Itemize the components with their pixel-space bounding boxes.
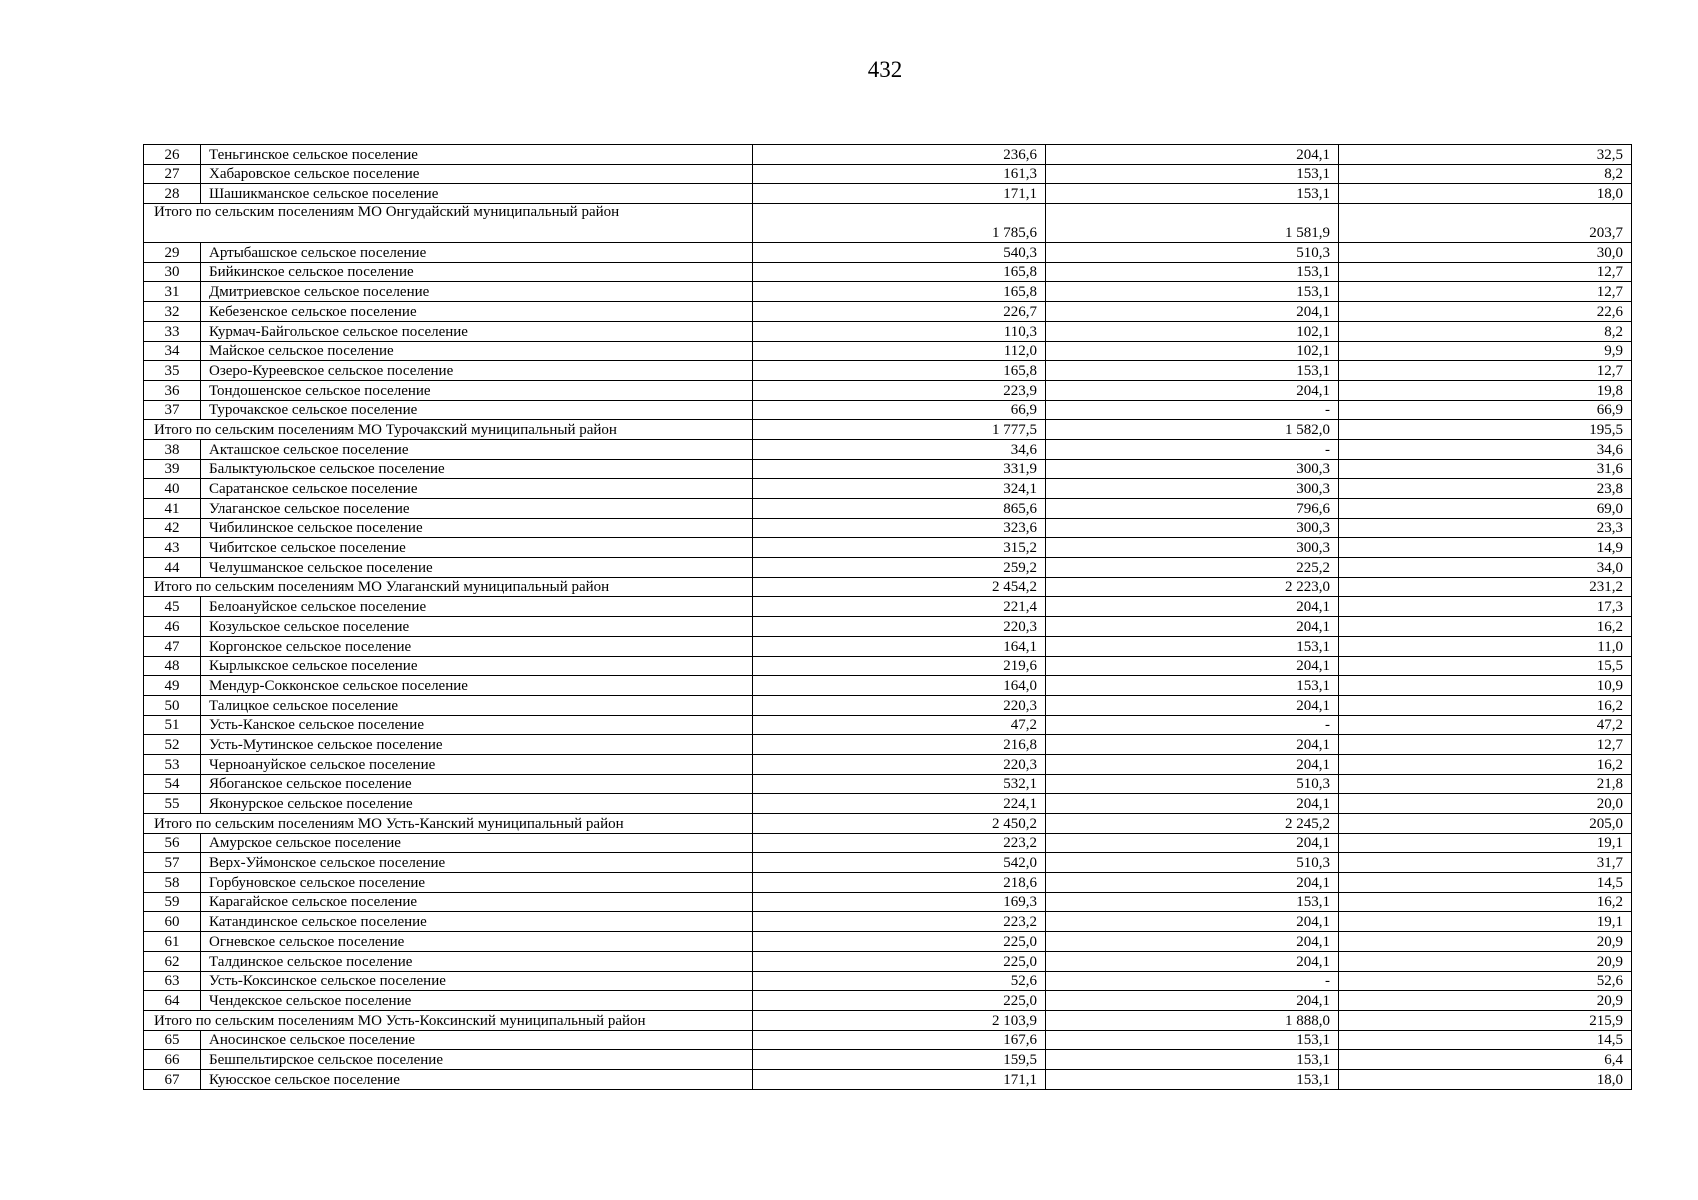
value-col-3: 231,2 <box>1339 577 1632 597</box>
settlement-name: Кырлыкское сельское поселение <box>201 656 753 676</box>
value-col-1: 66,9 <box>753 400 1046 420</box>
row-number: 29 <box>144 243 201 263</box>
total-row <box>144 577 1632 597</box>
value-col-2: 1 581,9 <box>1046 204 1339 243</box>
row-number: 56 <box>144 833 201 853</box>
value-col-2: 153,1 <box>1046 262 1339 282</box>
value-col-3: 14,9 <box>1339 538 1632 558</box>
value-col-2: 2 223,0 <box>1046 577 1339 597</box>
table-row <box>144 656 1632 676</box>
row-number: 66 <box>144 1050 201 1070</box>
value-col-2: 300,3 <box>1046 459 1339 479</box>
value-col-3: 47,2 <box>1339 715 1632 735</box>
value-col-1: 225,0 <box>753 932 1046 952</box>
value-col-2: 204,1 <box>1046 145 1339 165</box>
value-col-2: 204,1 <box>1046 754 1339 774</box>
value-col-3: 15,5 <box>1339 656 1632 676</box>
value-col-2: 1 582,0 <box>1046 420 1339 440</box>
value-col-2: 204,1 <box>1046 833 1339 853</box>
table-row <box>144 794 1632 814</box>
total-label: Итого по сельским поселениям МО Турочакский муниципальный район <box>144 420 753 440</box>
value-col-2: 153,1 <box>1046 164 1339 184</box>
settlement-name: Дмитриевское сельское поселение <box>201 282 753 302</box>
value-col-2: 300,3 <box>1046 518 1339 538</box>
table-row <box>144 1069 1632 1089</box>
row-number: 31 <box>144 282 201 302</box>
value-col-3: 66,9 <box>1339 400 1632 420</box>
value-col-3: 17,3 <box>1339 597 1632 617</box>
value-col-3: 20,9 <box>1339 932 1632 952</box>
value-col-3: 18,0 <box>1339 1069 1632 1089</box>
value-col-1: 865,6 <box>753 499 1046 519</box>
value-col-3: 69,0 <box>1339 499 1632 519</box>
row-number: 53 <box>144 754 201 774</box>
row-number: 64 <box>144 991 201 1011</box>
value-col-2: 204,1 <box>1046 951 1339 971</box>
table-row <box>144 932 1632 952</box>
table-row <box>144 361 1632 381</box>
settlement-name: Балыктуюльское сельское поселение <box>201 459 753 479</box>
table-row <box>144 518 1632 538</box>
settlement-name: Куюсское сельское поселение <box>201 1069 753 1089</box>
settlement-name: Мендур-Сокконское сельское поселение <box>201 676 753 696</box>
value-col-1: 315,2 <box>753 538 1046 558</box>
table-row <box>144 715 1632 735</box>
value-col-1: 259,2 <box>753 558 1046 578</box>
value-col-2: - <box>1046 400 1339 420</box>
row-number: 62 <box>144 951 201 971</box>
value-col-3: 20,9 <box>1339 991 1632 1011</box>
row-number: 46 <box>144 617 201 637</box>
value-col-3: 31,7 <box>1339 853 1632 873</box>
row-number: 58 <box>144 873 201 893</box>
row-number: 26 <box>144 145 201 165</box>
value-col-3: 14,5 <box>1339 873 1632 893</box>
row-number: 45 <box>144 597 201 617</box>
value-col-3: 16,2 <box>1339 695 1632 715</box>
settlement-name: Хабаровское сельское поселение <box>201 164 753 184</box>
value-col-2: 300,3 <box>1046 538 1339 558</box>
value-col-2: 1 888,0 <box>1046 1010 1339 1030</box>
settlement-name: Коргонское сельское поселение <box>201 636 753 656</box>
settlement-name: Козульское сельское поселение <box>201 617 753 637</box>
row-number: 30 <box>144 262 201 282</box>
row-number: 55 <box>144 794 201 814</box>
value-col-2: 204,1 <box>1046 873 1339 893</box>
value-col-3: 12,7 <box>1339 262 1632 282</box>
table-row <box>144 262 1632 282</box>
value-col-1: 159,5 <box>753 1050 1046 1070</box>
row-number: 39 <box>144 459 201 479</box>
row-number: 41 <box>144 499 201 519</box>
value-col-3: 21,8 <box>1339 774 1632 794</box>
value-col-1: 542,0 <box>753 853 1046 873</box>
table-row <box>144 892 1632 912</box>
value-col-2: 153,1 <box>1046 1050 1339 1070</box>
value-col-2: 204,1 <box>1046 794 1339 814</box>
value-col-3: 20,0 <box>1339 794 1632 814</box>
value-col-1: 223,2 <box>753 833 1046 853</box>
value-col-1: 1 785,6 <box>753 204 1046 243</box>
value-col-2: - <box>1046 439 1339 459</box>
value-col-2: 153,1 <box>1046 282 1339 302</box>
value-col-2: 153,1 <box>1046 361 1339 381</box>
value-col-2: 153,1 <box>1046 1030 1339 1050</box>
value-col-1: 1 777,5 <box>753 420 1046 440</box>
value-col-2: 204,1 <box>1046 991 1339 1011</box>
settlement-name: Озеро-Куреевское сельское поселение <box>201 361 753 381</box>
value-col-2: 204,1 <box>1046 912 1339 932</box>
total-row <box>144 1010 1632 1030</box>
value-col-1: 225,0 <box>753 951 1046 971</box>
settlement-name: Амурское сельское поселение <box>201 833 753 853</box>
row-number: 38 <box>144 439 201 459</box>
row-number: 63 <box>144 971 201 991</box>
value-col-1: 331,9 <box>753 459 1046 479</box>
table-row <box>144 439 1632 459</box>
row-number: 37 <box>144 400 201 420</box>
value-col-1: 220,3 <box>753 617 1046 637</box>
settlement-name: Верх-Уймонское сельское поселение <box>201 853 753 873</box>
settlement-name: Черноануйское сельское поселение <box>201 754 753 774</box>
row-number: 57 <box>144 853 201 873</box>
value-col-3: 19,1 <box>1339 833 1632 853</box>
value-col-3: 12,7 <box>1339 361 1632 381</box>
value-col-1: 223,2 <box>753 912 1046 932</box>
settlement-name: Катандинское сельское поселение <box>201 912 753 932</box>
value-col-1: 218,6 <box>753 873 1046 893</box>
value-col-2: 2 245,2 <box>1046 814 1339 834</box>
value-col-3: 8,2 <box>1339 164 1632 184</box>
total-label: Итого по сельским поселениям МО Онгудайский муниципальный район <box>144 204 753 243</box>
settlement-name: Чибитское сельское поселение <box>201 538 753 558</box>
value-col-1: 220,3 <box>753 695 1046 715</box>
value-col-1: 324,1 <box>753 479 1046 499</box>
value-col-3: 12,7 <box>1339 282 1632 302</box>
value-col-1: 236,6 <box>753 145 1046 165</box>
value-col-1: 226,7 <box>753 302 1046 322</box>
settlement-name: Чендекское сельское поселение <box>201 991 753 1011</box>
value-col-1: 2 454,2 <box>753 577 1046 597</box>
value-col-1: 110,3 <box>753 321 1046 341</box>
settlement-name: Талицкое сельское поселение <box>201 695 753 715</box>
value-col-1: 221,4 <box>753 597 1046 617</box>
value-col-1: 2 450,2 <box>753 814 1046 834</box>
row-number: 43 <box>144 538 201 558</box>
value-col-3: 14,5 <box>1339 1030 1632 1050</box>
value-col-3: 16,2 <box>1339 617 1632 637</box>
value-col-1: 171,1 <box>753 184 1046 204</box>
row-number: 47 <box>144 636 201 656</box>
row-number: 44 <box>144 558 201 578</box>
table-row <box>144 558 1632 578</box>
table-row <box>144 243 1632 263</box>
value-col-1: 323,6 <box>753 518 1046 538</box>
row-number: 40 <box>144 479 201 499</box>
value-col-2: 796,6 <box>1046 499 1339 519</box>
row-number: 35 <box>144 361 201 381</box>
page-number: 432 <box>867 57 903 82</box>
total-label: Итого по сельским поселениям МО Улаганский муниципальный район <box>144 577 753 597</box>
row-number: 36 <box>144 380 201 400</box>
value-col-3: 20,9 <box>1339 951 1632 971</box>
value-col-3: 12,7 <box>1339 735 1632 755</box>
value-col-2: 153,1 <box>1046 1069 1339 1089</box>
value-col-2: 510,3 <box>1046 774 1339 794</box>
settlements-table <box>143 144 1632 1090</box>
value-col-2: 204,1 <box>1046 597 1339 617</box>
settlement-name: Ябоганское сельское поселение <box>201 774 753 794</box>
settlement-name: Теньгинское сельское поселение <box>201 145 753 165</box>
value-col-3: 195,5 <box>1339 420 1632 440</box>
value-col-1: 165,8 <box>753 361 1046 381</box>
settlement-name: Карагайское сельское поселение <box>201 892 753 912</box>
total-row <box>144 814 1632 834</box>
value-col-2: 204,1 <box>1046 617 1339 637</box>
table-row <box>144 302 1632 322</box>
settlement-name: Яконурское сельское поселение <box>201 794 753 814</box>
value-col-1: 225,0 <box>753 991 1046 1011</box>
value-col-1: 219,6 <box>753 656 1046 676</box>
settlement-name: Кебезенское сельское поселение <box>201 302 753 322</box>
value-col-3: 19,1 <box>1339 912 1632 932</box>
value-col-2: 153,1 <box>1046 892 1339 912</box>
row-number: 42 <box>144 518 201 538</box>
table-row <box>144 991 1632 1011</box>
value-col-3: 31,6 <box>1339 459 1632 479</box>
table-row <box>144 380 1632 400</box>
table-row <box>144 754 1632 774</box>
value-col-1: 216,8 <box>753 735 1046 755</box>
row-number: 59 <box>144 892 201 912</box>
value-col-2: 204,1 <box>1046 380 1339 400</box>
row-number: 67 <box>144 1069 201 1089</box>
value-col-1: 112,0 <box>753 341 1046 361</box>
value-col-1: 165,8 <box>753 282 1046 302</box>
value-col-2: - <box>1046 715 1339 735</box>
row-number: 54 <box>144 774 201 794</box>
value-col-3: 18,0 <box>1339 184 1632 204</box>
settlement-name: Усть-Мутинское сельское поселение <box>201 735 753 755</box>
value-col-3: 10,9 <box>1339 676 1632 696</box>
value-col-2: 300,3 <box>1046 479 1339 499</box>
value-col-3: 34,0 <box>1339 558 1632 578</box>
table-row <box>144 282 1632 302</box>
value-col-2: 153,1 <box>1046 676 1339 696</box>
value-col-2: 204,1 <box>1046 932 1339 952</box>
value-col-3: 9,9 <box>1339 341 1632 361</box>
table-row <box>144 971 1632 991</box>
row-number: 52 <box>144 735 201 755</box>
value-col-1: 223,9 <box>753 380 1046 400</box>
value-col-3: 16,2 <box>1339 754 1632 774</box>
table-row <box>144 853 1632 873</box>
value-col-1: 165,8 <box>753 262 1046 282</box>
row-number: 28 <box>144 184 201 204</box>
settlement-name: Шашикманское сельское поселение <box>201 184 753 204</box>
total-label: Итого по сельским поселениям МО Усть-Канский муниципальный район <box>144 814 753 834</box>
value-col-2: 510,3 <box>1046 853 1339 873</box>
value-col-3: 19,8 <box>1339 380 1632 400</box>
settlement-name: Горбуновское сельское поселение <box>201 873 753 893</box>
value-col-1: 164,0 <box>753 676 1046 696</box>
value-col-3: 11,0 <box>1339 636 1632 656</box>
table-row <box>144 341 1632 361</box>
settlement-name: Аносинское сельское поселение <box>201 1030 753 1050</box>
settlement-name: Майское сельское поселение <box>201 341 753 361</box>
settlement-name: Усть-Канское сельское поселение <box>201 715 753 735</box>
value-col-3: 215,9 <box>1339 1010 1632 1030</box>
value-col-1: 220,3 <box>753 754 1046 774</box>
table-row <box>144 1050 1632 1070</box>
value-col-3: 22,6 <box>1339 302 1632 322</box>
row-number: 48 <box>144 656 201 676</box>
row-number: 27 <box>144 164 201 184</box>
settlement-name: Чибилинское сельское поселение <box>201 518 753 538</box>
value-col-2: 102,1 <box>1046 341 1339 361</box>
value-col-2: 153,1 <box>1046 636 1339 656</box>
table-row <box>144 1030 1632 1050</box>
value-col-1: 164,1 <box>753 636 1046 656</box>
value-col-2: 153,1 <box>1046 184 1339 204</box>
table-row <box>144 774 1632 794</box>
settlement-name: Акташское сельское поселение <box>201 439 753 459</box>
table-row <box>144 695 1632 715</box>
value-col-1: 52,6 <box>753 971 1046 991</box>
value-col-1: 34,6 <box>753 439 1046 459</box>
value-col-1: 47,2 <box>753 715 1046 735</box>
settlement-name: Артыбашское сельское поселение <box>201 243 753 263</box>
value-col-3: 203,7 <box>1339 204 1632 243</box>
table-row <box>144 597 1632 617</box>
row-number: 60 <box>144 912 201 932</box>
table-row <box>144 164 1632 184</box>
value-col-3: 32,5 <box>1339 145 1632 165</box>
table-row <box>144 321 1632 341</box>
row-number: 50 <box>144 695 201 715</box>
value-col-3: 52,6 <box>1339 971 1632 991</box>
table-row <box>144 184 1632 204</box>
total-row <box>144 420 1632 440</box>
value-col-1: 169,3 <box>753 892 1046 912</box>
settlement-name: Усть-Коксинское сельское поселение <box>201 971 753 991</box>
settlement-name: Талдинское сельское поселение <box>201 951 753 971</box>
row-number: 51 <box>144 715 201 735</box>
value-col-3: 23,3 <box>1339 518 1632 538</box>
table-row <box>144 145 1632 165</box>
table-row <box>144 735 1632 755</box>
value-col-2: 102,1 <box>1046 321 1339 341</box>
value-col-2: - <box>1046 971 1339 991</box>
settlement-name: Бешпельтирское сельское поселение <box>201 1050 753 1070</box>
value-col-1: 532,1 <box>753 774 1046 794</box>
value-col-3: 8,2 <box>1339 321 1632 341</box>
value-col-2: 204,1 <box>1046 656 1339 676</box>
value-col-3: 16,2 <box>1339 892 1632 912</box>
settlement-name: Челушманское сельское поселение <box>201 558 753 578</box>
row-number: 34 <box>144 341 201 361</box>
table-row <box>144 912 1632 932</box>
table-row <box>144 400 1632 420</box>
settlement-name: Турочакское сельское поселение <box>201 400 753 420</box>
total-row <box>144 204 1632 243</box>
table-row <box>144 499 1632 519</box>
row-number: 65 <box>144 1030 201 1050</box>
table-row <box>144 459 1632 479</box>
settlement-name: Курмач-Байгольское сельское поселение <box>201 321 753 341</box>
value-col-1: 167,6 <box>753 1030 1046 1050</box>
value-col-2: 204,1 <box>1046 735 1339 755</box>
table-row <box>144 617 1632 637</box>
row-number: 49 <box>144 676 201 696</box>
settlement-name: Улаганское сельское поселение <box>201 499 753 519</box>
value-col-1: 161,3 <box>753 164 1046 184</box>
table-body <box>144 145 1632 1090</box>
settlement-name: Бийкинское сельское поселение <box>201 262 753 282</box>
value-col-3: 23,8 <box>1339 479 1632 499</box>
settlement-name: Белоануйское сельское поселение <box>201 597 753 617</box>
table-row <box>144 833 1632 853</box>
table-row <box>144 873 1632 893</box>
table-row <box>144 479 1632 499</box>
row-number: 33 <box>144 321 201 341</box>
total-label: Итого по сельским поселениям МО Усть-Коксинский муниципальный район <box>144 1010 753 1030</box>
value-col-3: 205,0 <box>1339 814 1632 834</box>
table-row <box>144 538 1632 558</box>
table-row <box>144 636 1632 656</box>
table-row <box>144 676 1632 696</box>
settlement-name: Тондошенское сельское поселение <box>201 380 753 400</box>
value-col-2: 204,1 <box>1046 302 1339 322</box>
table-row <box>144 951 1632 971</box>
value-col-1: 224,1 <box>753 794 1046 814</box>
row-number: 32 <box>144 302 201 322</box>
settlement-name: Огневское сельское поселение <box>201 932 753 952</box>
value-col-2: 510,3 <box>1046 243 1339 263</box>
value-col-1: 2 103,9 <box>753 1010 1046 1030</box>
value-col-2: 204,1 <box>1046 695 1339 715</box>
value-col-3: 30,0 <box>1339 243 1632 263</box>
row-number: 61 <box>144 932 201 952</box>
value-col-2: 225,2 <box>1046 558 1339 578</box>
value-col-3: 6,4 <box>1339 1050 1632 1070</box>
value-col-1: 540,3 <box>753 243 1046 263</box>
value-col-1: 171,1 <box>753 1069 1046 1089</box>
value-col-3: 34,6 <box>1339 439 1632 459</box>
settlement-name: Саратанское сельское поселение <box>201 479 753 499</box>
